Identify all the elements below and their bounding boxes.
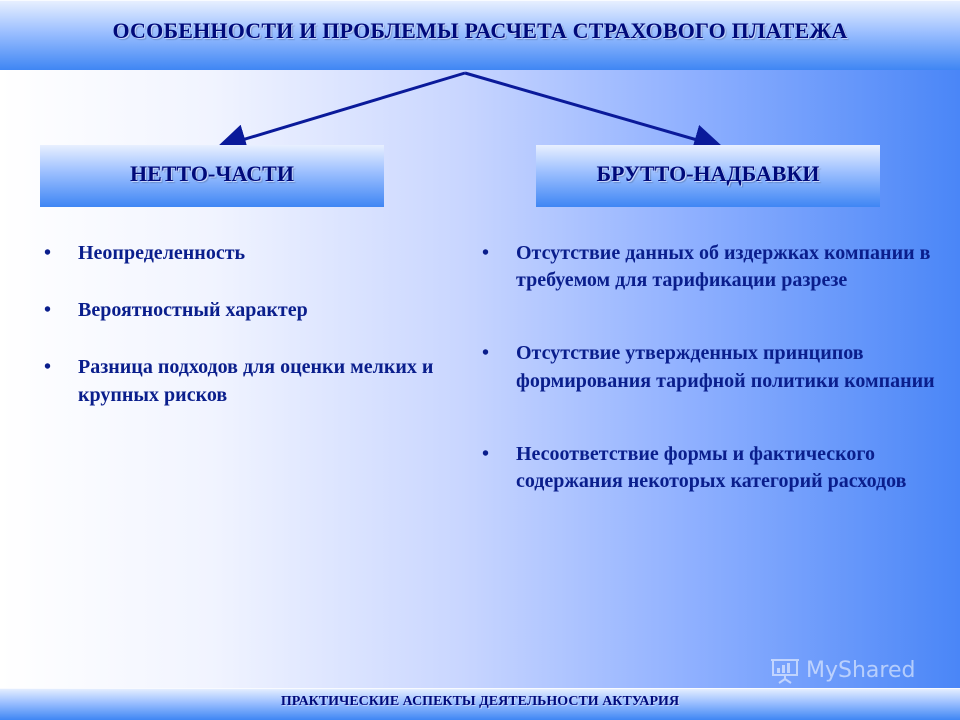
netto-header-box [40,145,384,207]
footer-bar [0,688,960,720]
list-item [44,240,454,267]
bullet: • [44,356,52,379]
list-item-text: Вероятностный характер [78,299,308,322]
arrow-to-brutto [465,73,718,146]
list-item [44,354,454,408]
list-item [482,441,942,495]
netto-list [44,240,454,439]
list-item-text: Несоответствие формы и фактического содержания некоторых категорий расходов [516,442,907,492]
slide-footer: ПРАКТИЧЕСКИЕ АСПЕКТЫ ДЕЯТЕЛЬНОСТИ АКТУАРИЯ [280,694,680,709]
list-item-text: Отсутствие утвержденных принципов формирования тарифной политики компании [516,342,935,392]
netto-header-label: НЕТТО-ЧАСТИ [130,161,294,186]
list-item [482,340,942,394]
slide-title: ОСОБЕННОСТИ И ПРОБЛЕМЫ РАСЧЕТА СТРАХОВОГО ПЛАТЕЖА [112,18,848,43]
watermark-text: MyShared [806,657,916,683]
list-item-text: Разница подходов для оценки мелких и крупных рисков [78,356,434,406]
list-item [482,240,942,294]
presentation-board-icon [770,656,800,684]
arrow-to-netto [222,73,465,146]
brutto-header-label: БРУТТО-НАДБАВКИ [596,161,820,186]
bullet: • [44,299,52,322]
bullet: • [44,242,52,264]
watermark [770,656,915,684]
brutto-list [482,240,942,541]
bullet: • [482,242,490,264]
list-item-text: Отсутствие данных об издержках компании в требуемом для тарификации разрезе [516,242,931,292]
bullet: • [482,442,490,465]
list-item-text: Неопределенность [78,242,246,264]
list-item [44,297,454,324]
title-bar [0,0,960,70]
brutto-header-box [536,145,880,207]
bullet: • [482,342,490,365]
